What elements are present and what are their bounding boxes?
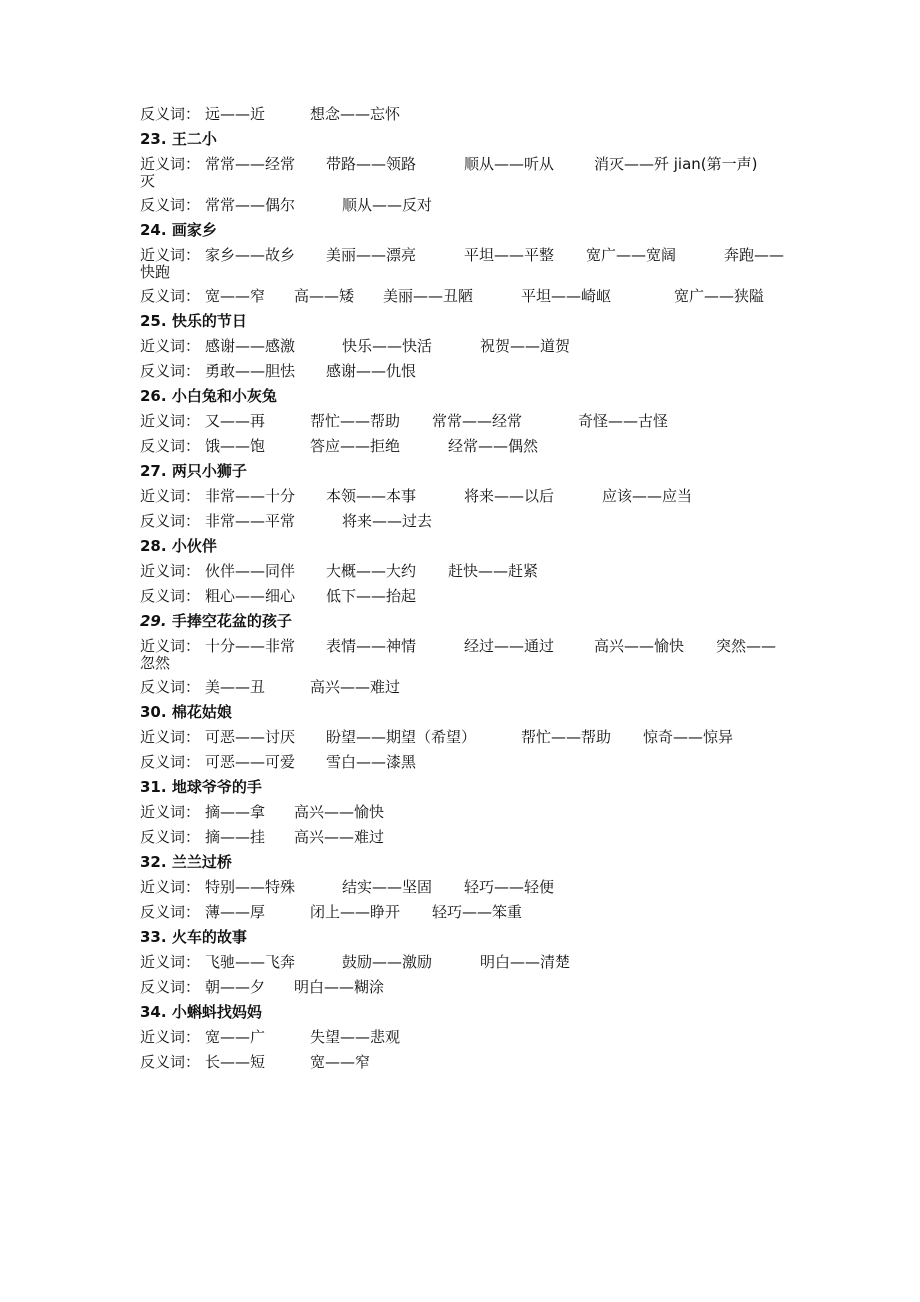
lesson-number: 28. — [140, 537, 167, 555]
lesson-title: 小伙伴 — [171, 537, 217, 555]
lesson-heading — [140, 388, 800, 405]
word-pair: 赶快——赶紧 — [448, 562, 539, 580]
word-pair: 明白——清楚 — [480, 953, 571, 971]
word-pair: 高——矮 — [294, 287, 355, 305]
word-pair: 将来——过去 — [342, 512, 433, 530]
word-pair: 薄——厚 — [205, 903, 266, 921]
word-pair: 宽广——宽阔 — [586, 246, 677, 264]
row-label: 反义词： — [140, 512, 201, 530]
word-pair: 答应——拒绝 — [310, 437, 401, 455]
word-pair: 家乡——故乡 — [205, 246, 296, 264]
synonym-row — [140, 804, 800, 821]
lesson-title: 地球爷爷的手 — [171, 778, 262, 796]
synonym-row — [140, 338, 800, 355]
word-pair: 帮忙——帮助 — [310, 412, 401, 430]
wrapped-continuation: 灭 — [140, 172, 156, 190]
antonym-row — [140, 679, 800, 696]
word-pair: 感谢——仇恨 — [326, 362, 417, 380]
row-label: 近义词： — [140, 412, 201, 430]
synonym-row — [140, 247, 800, 281]
antonym-row — [140, 197, 800, 214]
synonym-row — [140, 954, 800, 971]
row-label: 近义词： — [140, 953, 201, 971]
lesson-title: 小白兔和小灰兔 — [171, 387, 277, 405]
lesson-title: 手捧空花盆的孩子 — [171, 612, 292, 630]
row-label: 近义词： — [140, 878, 201, 896]
wrapped-continuation: 忽然 — [140, 654, 171, 672]
word-pair: 表情——神情 — [326, 637, 417, 655]
lesson-number: 23. — [140, 130, 167, 148]
word-pair: 宽——广 — [205, 1028, 266, 1046]
word-pair: 高兴——愉快 — [294, 803, 385, 821]
row-label: 近义词： — [140, 803, 201, 821]
word-pair: 惊奇——惊异 — [643, 728, 734, 746]
synonym-row — [140, 413, 800, 430]
word-pair: 带路——领路 — [326, 155, 417, 173]
lesson-number: 30. — [140, 703, 167, 721]
lesson-number: 25. — [140, 312, 167, 330]
word-pair: 非常——十分 — [205, 487, 296, 505]
lesson-number: 26. — [140, 387, 167, 405]
word-pair: 摘——挂 — [205, 828, 266, 846]
lesson-number: 32. — [140, 853, 167, 871]
lesson-heading — [140, 538, 800, 555]
word-pair: 感谢——感激 — [205, 337, 296, 355]
row-label: 反义词： — [140, 196, 201, 214]
lesson-heading — [140, 704, 800, 721]
word-pair: 平坦——崎岖 — [521, 287, 612, 305]
word-pair: 可恶——讨厌 — [205, 728, 296, 746]
word-pair: 特别——特殊 — [205, 878, 296, 896]
antonym-row — [140, 754, 800, 771]
lesson-heading — [140, 613, 800, 630]
word-pair: 闭上——睁开 — [310, 903, 401, 921]
antonym-row — [140, 1054, 800, 1071]
antonym-row — [140, 288, 800, 305]
lesson-number: 27. — [140, 462, 167, 480]
lesson-title: 棉花姑娘 — [171, 703, 232, 721]
word-pair: 轻巧——轻便 — [464, 878, 555, 896]
word-pair: 高兴——难过 — [294, 828, 385, 846]
word-pair: 将来——以后 — [464, 487, 555, 505]
lesson-heading — [140, 222, 800, 239]
row-label: 近义词： — [140, 337, 201, 355]
word-pair: 顺从——反对 — [342, 196, 433, 214]
row-label: 近义词： — [140, 728, 201, 746]
lesson-title: 小蝌蚪找妈妈 — [171, 1003, 262, 1021]
lesson-heading — [140, 131, 800, 148]
row-label: 近义词： — [140, 487, 201, 505]
word-pair: 美丽——丑陋 — [383, 287, 474, 305]
lesson-number: 34. — [140, 1003, 167, 1021]
word-pair: 宽——窄 — [205, 287, 266, 305]
word-pair: 高兴——难过 — [310, 678, 401, 696]
synonym-row — [140, 156, 800, 190]
lesson-title: 快乐的节日 — [171, 312, 247, 330]
row-label: 近义词： — [140, 562, 201, 580]
word-pair: 飞驰——飞奔 — [205, 953, 296, 971]
row-label: 近义词： — [140, 1028, 201, 1046]
word-pair: 高兴——愉快 — [594, 637, 685, 655]
row-label: 反义词： — [140, 753, 201, 771]
lesson-title: 火车的故事 — [171, 928, 247, 946]
word-pair: 经过——通过 — [464, 637, 555, 655]
word-pair: 想念——忘怀 — [310, 105, 401, 123]
word-pair: 朝——夕 — [205, 978, 266, 996]
word-pair: 奇怪——古怪 — [578, 412, 669, 430]
document-body — [140, 106, 800, 1079]
row-label: 反义词： — [140, 437, 201, 455]
row-label: 反义词： — [140, 362, 201, 380]
row-label: 反义词： — [140, 978, 201, 996]
word-pair: 本领——本事 — [326, 487, 417, 505]
word-pair: 美丽——漂亮 — [326, 246, 417, 264]
word-pair: 常常——经常 — [432, 412, 523, 430]
antonym-row — [140, 588, 800, 605]
lesson-heading — [140, 1004, 800, 1021]
word-pair: 失望——悲观 — [310, 1028, 401, 1046]
word-pair: 盼望——期望（希望） — [326, 728, 477, 746]
lesson-number: 31. — [140, 778, 167, 796]
word-pair: 宽——窄 — [310, 1053, 371, 1071]
word-pair: 十分——非常 — [205, 637, 296, 655]
synonym-row — [140, 638, 800, 672]
synonym-row — [140, 729, 800, 746]
word-pair: 低下——抬起 — [326, 587, 417, 605]
word-pair: 摘——拿 — [205, 803, 266, 821]
word-pair: 突然—— — [716, 637, 777, 655]
row-label: 反义词： — [140, 678, 201, 696]
lesson-heading — [140, 313, 800, 330]
word-pair: 远——近 — [205, 105, 266, 123]
lesson-number: 29. — [140, 612, 167, 630]
antonym-row — [140, 513, 800, 530]
word-pair: 非常——平常 — [205, 512, 296, 530]
antonym-row — [140, 904, 800, 921]
row-label: 反义词： — [140, 828, 201, 846]
word-pair: 雪白——漆黑 — [326, 753, 417, 771]
word-pair: 常常——经常 — [205, 155, 296, 173]
word-pair: 快乐——快活 — [342, 337, 433, 355]
row-label: 反义词： — [140, 287, 201, 305]
synonym-row — [140, 563, 800, 580]
word-pair: 经常——偶然 — [448, 437, 539, 455]
row-label: 近义词： — [140, 155, 201, 173]
word-pair: 长——短 — [205, 1053, 266, 1071]
synonym-row — [140, 879, 800, 896]
word-pair: 宽广——狭隘 — [674, 287, 765, 305]
lesson-heading — [140, 929, 800, 946]
row-label: 反义词： — [140, 1053, 201, 1071]
row-label: 反义词： — [140, 105, 201, 123]
word-pair: 应该——应当 — [602, 487, 693, 505]
word-pair: 可恶——可爱 — [205, 753, 296, 771]
word-pair: 奔跑—— — [724, 246, 785, 264]
lesson-heading — [140, 854, 800, 871]
word-pair: 轻巧——笨重 — [432, 903, 523, 921]
word-pair: 又——再 — [205, 412, 266, 430]
word-pair: 美——丑 — [205, 678, 266, 696]
lesson-heading — [140, 463, 800, 480]
lesson-title: 两只小狮子 — [171, 462, 247, 480]
word-pair: 鼓励——激励 — [342, 953, 433, 971]
antonym-row — [140, 979, 800, 996]
word-pair: 平坦——平整 — [464, 246, 555, 264]
antonym-row — [140, 106, 800, 123]
wrapped-continuation: 快跑 — [140, 263, 171, 281]
row-label: 反义词： — [140, 903, 201, 921]
row-label: 近义词： — [140, 637, 201, 655]
synonym-row — [140, 1029, 800, 1046]
lesson-title: 王二小 — [171, 130, 217, 148]
antonym-row — [140, 438, 800, 455]
word-pair: 顺从——听从 — [464, 155, 555, 173]
antonym-row — [140, 829, 800, 846]
row-label: 近义词： — [140, 246, 201, 264]
row-label: 反义词： — [140, 587, 201, 605]
word-pair: 常常——偶尔 — [205, 196, 296, 214]
word-pair: 帮忙——帮助 — [521, 728, 612, 746]
word-pair: 勇敢——胆怯 — [205, 362, 296, 380]
word-pair: 消灭——歼 jian(第一声) — [594, 155, 758, 173]
word-pair: 粗心——细心 — [205, 587, 296, 605]
lesson-title: 兰兰过桥 — [171, 853, 232, 871]
lesson-heading — [140, 779, 800, 796]
antonym-row — [140, 363, 800, 380]
word-pair: 大概——大约 — [326, 562, 417, 580]
word-pair: 明白——糊涂 — [294, 978, 385, 996]
synonym-row — [140, 488, 800, 505]
lesson-number: 24. — [140, 221, 167, 239]
word-pair: 饿——饱 — [205, 437, 266, 455]
word-pair: 祝贺——道贺 — [480, 337, 571, 355]
lesson-number: 33. — [140, 928, 167, 946]
word-pair: 伙伴——同伴 — [205, 562, 296, 580]
word-pair: 结实——坚固 — [342, 878, 433, 896]
lesson-title: 画家乡 — [171, 221, 217, 239]
